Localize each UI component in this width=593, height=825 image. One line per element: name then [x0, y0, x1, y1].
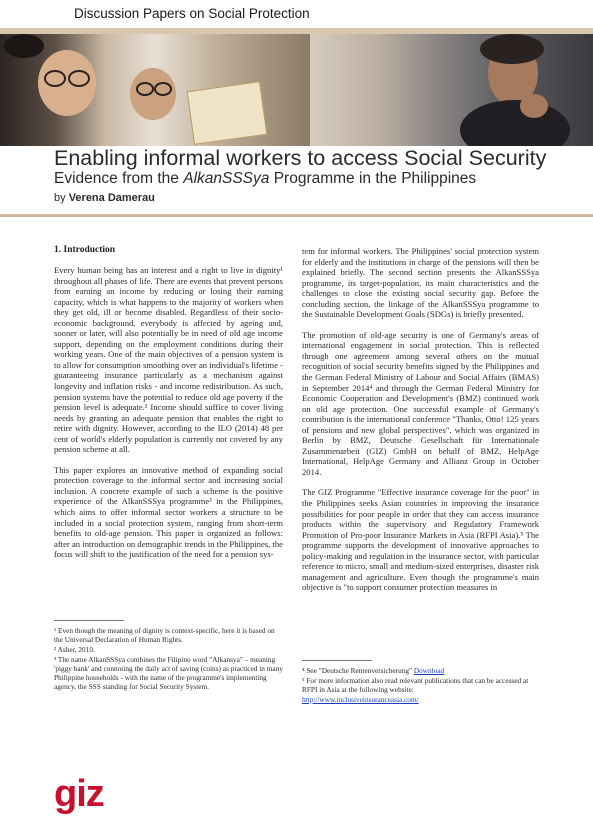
footnote-separator	[302, 660, 372, 661]
author-byline: by Verena Damerau	[54, 192, 155, 204]
giz-logo: giz	[54, 773, 104, 815]
footnote: ² Asher, 2010.	[54, 645, 95, 654]
title-divider	[0, 214, 593, 217]
rfpi-website-link[interactable]: http://www.inclusiveinsuranceasia.com/	[302, 695, 419, 704]
paragraph: This paper explores an innovative method of expanding social protection coverage to the informal sector and increasing social inclusion. A concrete example of such a scheme is the positive experience of the AlkanSSSya programme³ in the Philippines, which aims to offer informal sector workers a structure to be included in a social protection system, ranging from short-term benefits to old-age pension. This paper is organized as follows: after an introduction on demographic trends in the Philippines, the focus will shift to the justification of the need for a pension sys-	[54, 464, 283, 560]
footnote	[302, 695, 539, 704]
footnotes-right	[302, 666, 539, 705]
paragraph: The GIZ Programme "Effective insurance coverage for the poor" in the Philippines seeks Asian countries in improving the insurance possibilities for poor people in order that they can access insurance products within the supervisory and Regulatory Framework Promotion of Pro-poor Insurance Markets in Asia (RFPI Asia).⁵ The programme supports the development of innovative approaches to policy-making and regulation in the insurance sector, with particular reference to micro, small and medium-sized enterprises, disaster risk management and agriculture. Even though the programme's main objective is "to support consumer protection measures in	[302, 487, 539, 593]
document-title: Enabling informal workers to access Social Security	[54, 146, 547, 170]
footnote: ³ The name AlkanSSSya combines the Filipino word "Alkansya" – meaning 'piggy bank' and connoting the daily act of saving (coins) as practiced in many Philippine households - with the name of the programme's implementing agency, the SSS standing for Social Security System.	[54, 655, 283, 691]
footnote: ¹ Even though the meaning of dignity is context-specific, here it is based on the Universal Declaration of Human Rights.	[54, 626, 275, 644]
footnote: ⁴ See "Deutsche Rentenversicherung" Download	[302, 666, 445, 675]
subtitle-programme-name: AlkanSSSya	[183, 170, 270, 187]
footnote: ⁵ For more information also read relevant publications that can be accessed at RFPI in Asia at the following website:	[302, 676, 529, 694]
footnote-separator	[54, 620, 124, 621]
document-subtitle: Evidence from the AlkanSSSya Programme in the Philippines	[54, 170, 477, 187]
paragraph: The promotion of old-age security is one of Germany's areas of international engagement in social protection. This is reflected through one agreement among several others on the mutual recognition of social security benefits signed by the Philippines and the German Federal Ministry of Labour and Social Affairs (BMAS) in September 2014⁴ and through the German Federal Ministry for Economic Cooperation and Development's (BMZ) continued work on old age protection. One successful example of Germany's contribution is the international conference "Thanks, Otto! 125 years of pensions and new global perspectives", which was organized in Berlin by BMZ, Deutsche Gesellschaft für Internationale Zusammenarbeit (GIZ) GmbH on behalf of BMZ, HelpAge International, HelpAge Germany and Allianz Group in October 2014.	[302, 329, 539, 477]
footnotes-left	[54, 626, 283, 692]
paragraph: Every human being has an interest and a right to live in dignity¹ throughout all phases of life. There are events that prevent persons from earning an income by reducing or losing their earning capacity, which is what happens to the majority of workers when they get old, ill or become disabled. Regardless of their socio-economic background, everybody is affected by ageing and, sooner or later, will also potentially be in need of old age income support, depending on the employment conditions during their working years. One of the main objectives of a pension system is to allow for consumption smoothing over an individual's lifetime - guaranteeing insurance particularly as a mechanism against longevity and inflation risks - and income redistribution. As such, pension systems have the potential to reduce old age poverty if the pension level is adequate.² Income should suffice to cover living needs by granting an adequate pension that enables the right to retire with dignity. However, according to the ILO (2014) 48 per cent of world's elderly population is currently not covered by any pension scheme at all.	[54, 265, 283, 455]
author-name: Verena Damerau	[68, 192, 155, 204]
right-column	[302, 246, 539, 593]
header-photo	[0, 34, 593, 146]
photo-speaker	[310, 34, 593, 146]
left-column	[54, 265, 283, 560]
series-title: Discussion Papers on Social Protection	[74, 6, 310, 21]
section-heading: 1. Introduction	[54, 245, 116, 255]
paragraph: tem for informal workers. The Philippines' social protection system for elderly and the institutions in charge of the pensions will then be explained briefly. The second section presents the AlkanSSSya programme, its target-population, its main characteristics and the challenges to close the existing social security gap. Before the concluding section, the linkage of the AlkanSSSya programme to the Sustainable Development Goals (SDGs) is briefly presented.	[302, 246, 539, 320]
photo-students	[0, 34, 310, 146]
download-link[interactable]: Download	[413, 666, 445, 675]
